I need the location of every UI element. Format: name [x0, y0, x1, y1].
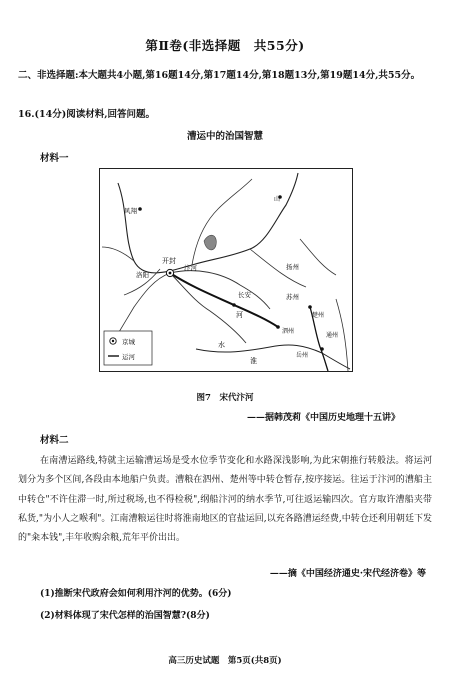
river-branch: [300, 239, 336, 275]
label-yueyang: 岳州: [296, 352, 309, 359]
material-2-text: 在南漕运路线,特就主运输漕运场是受水位季节变化和水路深浅影响,为此宋朝推行转般法。将运河划分为多个区间,各段由本地船户负责。漕粮在泗州、楚州等中转仓暂存,按序接运。往运于汴河的漕船主中转仓"不许住滞一时,所过税场,也不得检税",纲船汴河的纳水季节,可往返运输四次。官方取许漕船夹带私货,"为小人之喉利"。江南漕粮运往时将淮南地区的官盐运回,以充各路漕运经费,中转仓还利用朝廷下发的"籴本钱",丰年收购余粮,荒年平价出出。: [18, 456, 432, 544]
legend-canal-label: 运河: [122, 353, 135, 361]
label-changan: 长安: [238, 291, 251, 299]
label-river-he: 河: [236, 311, 243, 319]
source-citation-1: ——据韩茂莉《中国历史地理十五讲》: [246, 413, 400, 423]
label-tongzhou: 通州: [326, 332, 339, 339]
song-bianhe-map: [99, 168, 353, 372]
city-dot: [138, 207, 142, 211]
question-16-prompt: 16.(14分)阅读材料,回答问题。: [18, 109, 156, 120]
lake: [204, 235, 216, 250]
city-dot: [308, 305, 312, 309]
material-1-label: 材料一: [40, 153, 69, 164]
label-suzhou: 苏州: [286, 293, 299, 301]
river-branch: [102, 247, 134, 261]
label-yangzhou: 扬州: [286, 263, 299, 271]
material-title: 漕运中的治国智慧: [186, 131, 263, 142]
canal-route: [116, 273, 170, 337]
capital-marker-dot: [169, 272, 172, 275]
section-heading: 二、非选择题:本大题共4小题,第16题14分,第17题14分,第18题13分,第19题14分,共55分。: [18, 70, 421, 81]
city-dot: [232, 303, 236, 307]
label-river-shui: 水: [218, 341, 225, 349]
canal-route: [170, 273, 246, 343]
label-huaihe: 淮: [250, 357, 257, 365]
label-chuzhou: 楚州: [312, 312, 325, 319]
part-title: 第Ⅱ卷(非选择题 共55分): [145, 38, 305, 53]
label-kaifeng: 开封: [162, 257, 176, 265]
canal-route: [170, 271, 270, 309]
map-figure: [100, 169, 352, 371]
sub-question-1: (1)推断宋代政府会如何利用汴河的优势。(6分): [40, 589, 232, 599]
yellow-river: [118, 173, 298, 273]
sub-question-2: (2)材料体现了宋代怎样的治国智慧?(8分): [40, 611, 210, 621]
label-sizhou: 泗州: [282, 328, 295, 335]
material-2-label: 材料二: [40, 435, 69, 446]
label-luoyang: 洛阳: [136, 271, 149, 279]
source-citation-2: ——摘《中国经济通史·宋代经济卷》等: [269, 569, 426, 579]
legend-capital-label: 京城: [122, 338, 135, 346]
label-bianhe: 汴河: [184, 264, 197, 272]
legend-capital-icon-dot: [112, 340, 114, 342]
city-dot: [276, 325, 280, 329]
page-footer: 高三历史试题 第5页(共8页): [168, 656, 282, 666]
label-shan: 山: [274, 196, 281, 203]
city-dot: [320, 347, 324, 351]
figure-caption: 图7 宋代汴河: [196, 393, 254, 403]
label-fengxiang: 风翔: [124, 207, 137, 215]
